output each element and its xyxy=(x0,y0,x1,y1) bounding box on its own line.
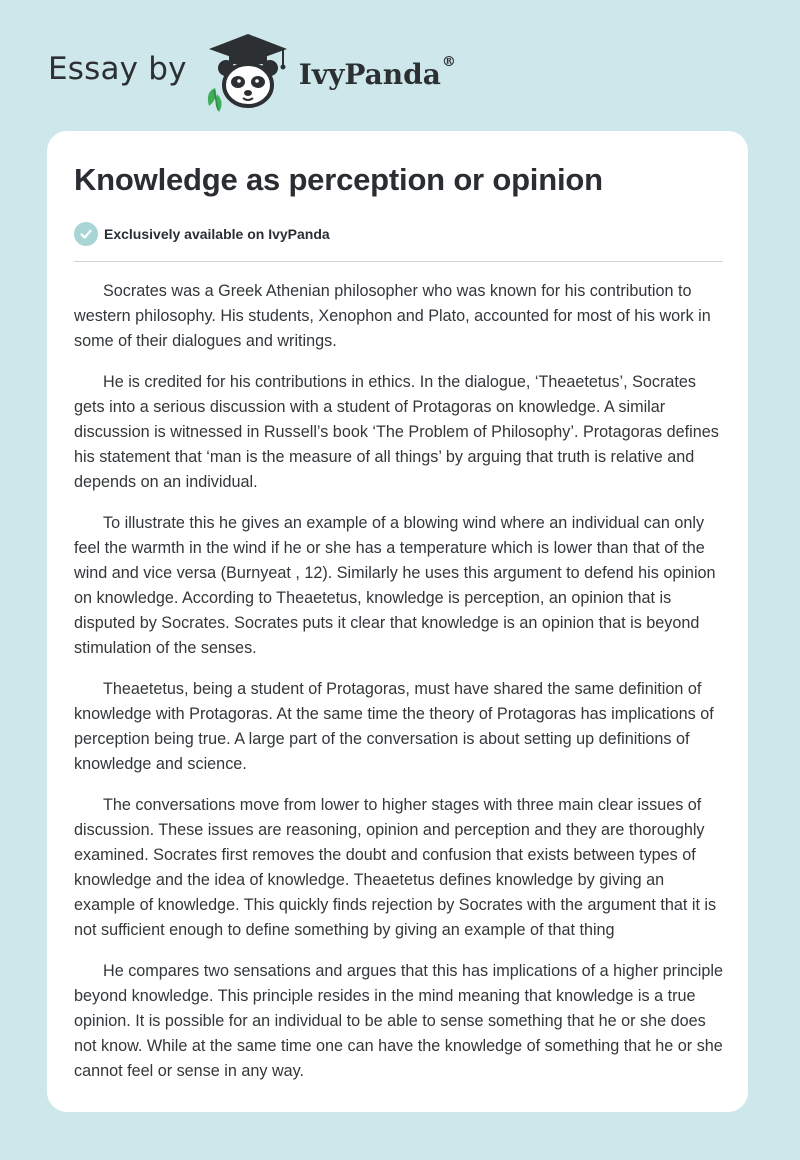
divider xyxy=(74,261,723,262)
site-header xyxy=(48,32,456,112)
brand-name xyxy=(298,53,456,91)
essay-paragraph: He is credited for his contributions in ethics. In the dialogue, ‘Theaetetus’, Socrates gets into a serious discussion with a student of Protagoras on knowledge. A similar discussion is witnessed in Russell’s book ‘The Problem of Philosophy’. Protagoras defines his statement that ‘man is the measure of all things’ by arguing that truth is relative and depends on an individual. xyxy=(74,373,719,491)
check-icon xyxy=(74,222,98,246)
brand-name-text: IvyPanda xyxy=(298,57,441,91)
essay-paragraph: Socrates was a Greek Athenian philosopher who was known for his contribution to western philosophy. His students, Xenophon and Plato, accounted for most of his work in some of their dialogues and writings. xyxy=(74,282,711,350)
exclusive-badge xyxy=(74,222,330,246)
panda-logo-icon[interactable] xyxy=(203,32,293,112)
essay-paragraph: The conversations move from lower to higher stages with three main clear issues of discussion. These issues are reasoning, opinion and perception and they are thoroughly examined. Socrates first removes the doubt and confusion that exists between types of knowledge and the idea of knowledge. Theaetetus defines knowledge by giving an example of knowledge. This quickly finds rejection by Socrates with the argument that it is not sufficient enough to define something by giving an example of that thing xyxy=(74,796,717,939)
essay-paragraph: To illustrate this he gives an example of a blowing wind where an individual can only feel the warmth in the wind if he or she has a temperature which is lower than that of the wind and vice versa (Burnyeat , 12). Similarly he uses this argument to defend his opinion on knowledge. According to Theaetetus, knowledge is perception, an opinion that is disputed by Socrates. Socrates puts it clear that knowledge is an opinion that is beyond stimulation of the senses. xyxy=(74,514,716,657)
essay-paragraph: Theaetetus, being a student of Protagoras, must have shared the same definition of knowledge with Protagoras. At the same time the theory of Protagoras has implications of perception being true. A large part of the conversation is about setting up definitions of knowledge and science. xyxy=(74,680,714,773)
essay-by-label: Essay by xyxy=(48,51,187,87)
registered-mark: ® xyxy=(441,53,456,70)
essay-paragraph: He compares two sensations and argues that this has implications of a higher principle beyond knowledge. This principle resides in the mind meaning that knowledge is a true opinion. It is possible for an individual to be able to sense something that he or she does not know. While at the same time one can have the knowledge of something that he or she cannot feel or sense in any way. xyxy=(74,962,723,1080)
exclusive-badge-label: Exclusively available on IvyPanda xyxy=(104,226,330,242)
essay-body xyxy=(74,279,726,1100)
essay-card xyxy=(47,131,748,1112)
page-title: Knowledge as perception or opinion xyxy=(74,162,603,197)
